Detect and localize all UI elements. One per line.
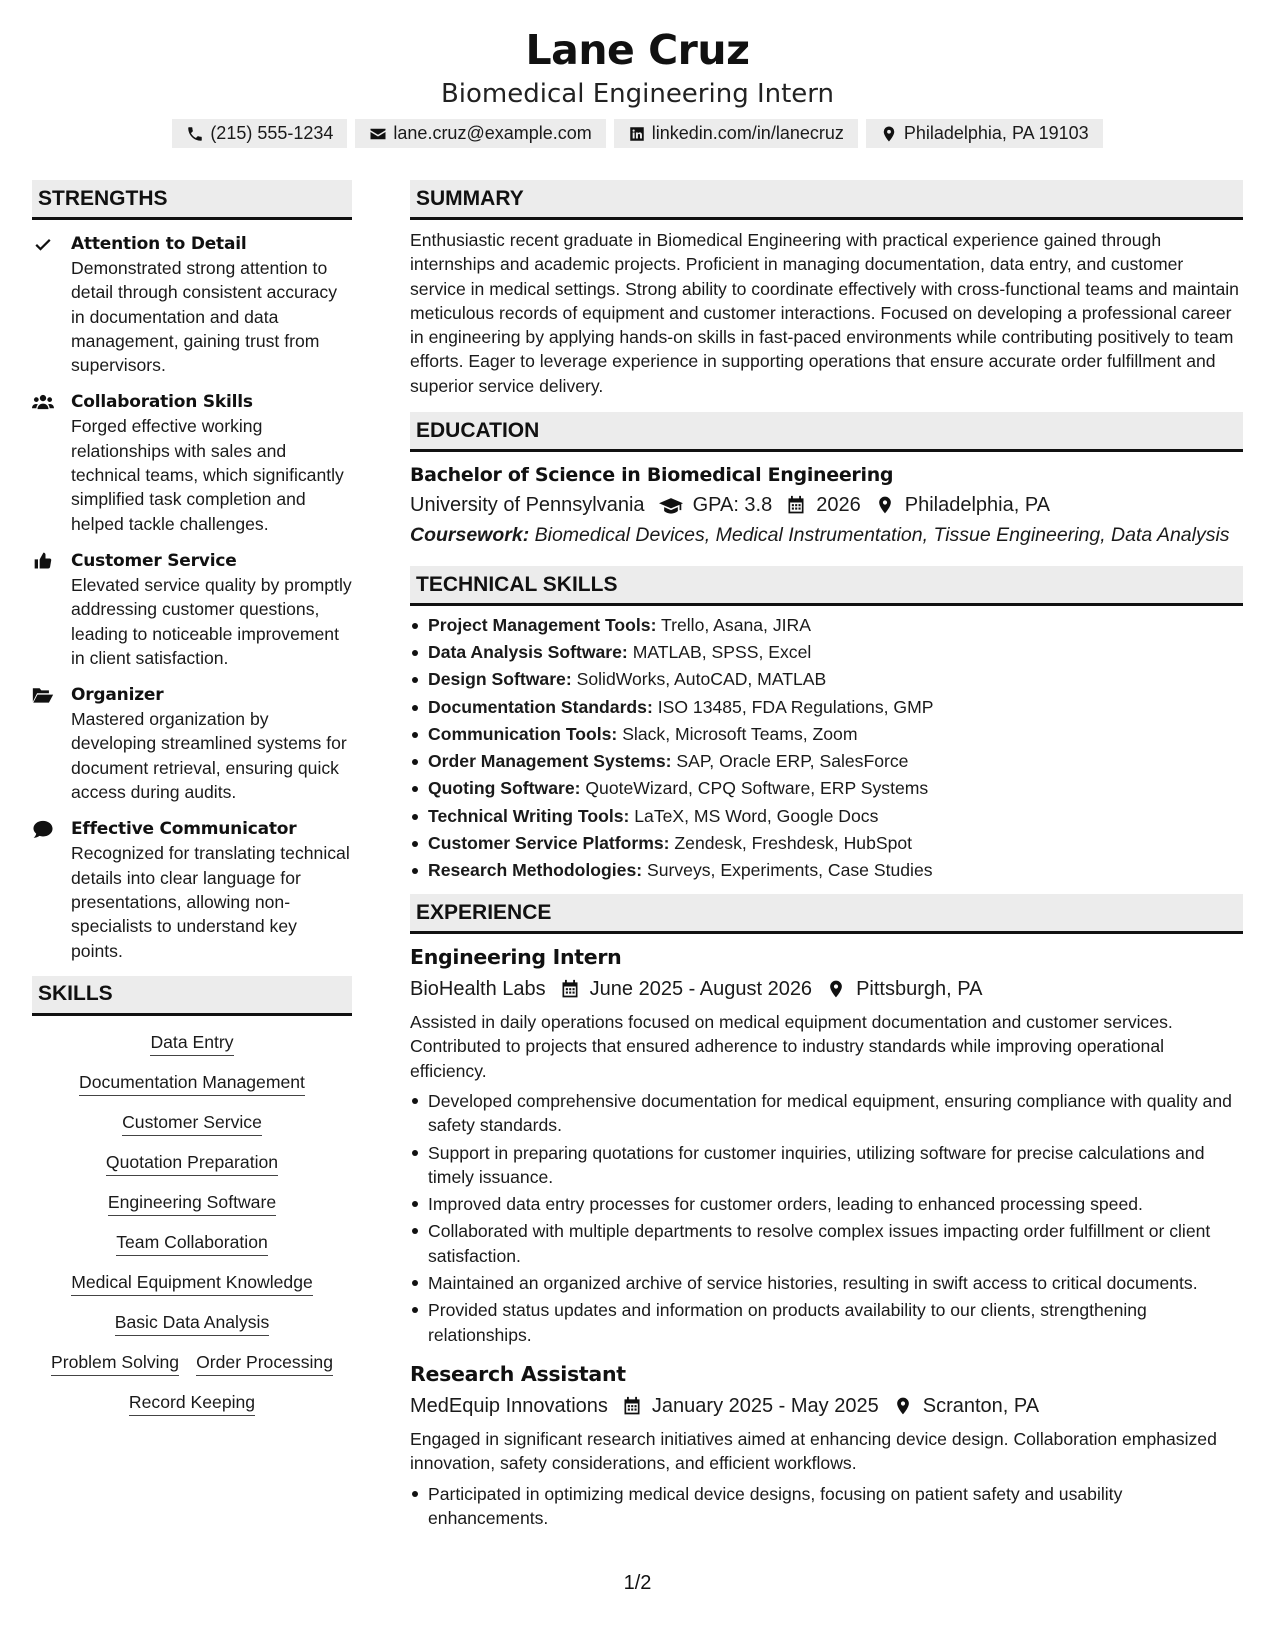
check-icon: [32, 234, 54, 254]
skill-tag: Order Processing: [196, 1352, 333, 1376]
skill-row: [32, 1270, 352, 1294]
graduation-year: 2026: [816, 494, 861, 517]
comment-icon: [32, 819, 54, 839]
strength-title: Effective Communicator: [71, 819, 297, 840]
strength-desc: Recognized for translating technical details into clear language for presentations, allowing non-specialists to understand key points.: [71, 843, 350, 961]
tech-skill-label: Customer Service Platforms:: [428, 832, 670, 853]
list-item: Developed comprehensive documentation for medical equipment, ensuring compliance with quality and safety standards.: [410, 1089, 1243, 1138]
resume-header: [0, 22, 1275, 148]
strength-desc: Elevated service quality by promptly addressing customer questions, leading to noticeable improvement in client satisfaction.: [71, 574, 352, 668]
tech-skill-label: Data Analysis Software:: [428, 642, 628, 663]
skills-heading: SKILLS: [32, 976, 352, 1016]
map-pin-icon: [893, 1396, 913, 1416]
list-item: [410, 694, 1243, 721]
list-item: Collaborated with multiple departments to resolve complex issues impacting order fulfillment or client satisfaction.: [410, 1219, 1243, 1268]
list-item: [410, 857, 1243, 884]
job-meta: [410, 974, 1243, 1004]
strength-item: [32, 683, 352, 804]
skill-row: [32, 1110, 352, 1134]
folder-open-icon: [32, 685, 54, 705]
skill-row: [32, 1190, 352, 1214]
email-text[interactable]: lane.cruz@example.com: [393, 123, 592, 143]
job-dates: June 2025 - August 2026: [589, 978, 813, 1001]
list-item: [410, 666, 1243, 693]
tech-skill-value: Trello, Asana, JIRA: [661, 615, 811, 636]
tech-skill-label: Research Methodologies:: [428, 859, 643, 880]
strength-item: [32, 549, 352, 670]
strength-item: [32, 232, 352, 377]
calendar-icon: [786, 495, 806, 515]
list-item: Provided status updates and information on products availability to our clients, strengthening relationships.: [410, 1298, 1243, 1347]
tech-skill-label: Technical Writing Tools:: [428, 805, 630, 826]
envelope-icon: [369, 125, 387, 143]
users-icon: [32, 392, 54, 412]
coursework: [410, 523, 1243, 548]
job-dates: January 2025 - May 2025: [651, 1394, 879, 1417]
skill-tag: Quotation Preparation: [106, 1152, 278, 1176]
map-pin-icon: [875, 495, 895, 515]
list-item: Participated in optimizing medical device designs, focusing on patient safety and usability enhancements.: [410, 1482, 1243, 1531]
tech-skill-value: LaTeX, MS Word, Google Docs: [634, 805, 879, 826]
technical-skills-list: [410, 612, 1243, 884]
strength-desc: Mastered organization by developing streamlined systems for document retrieval, ensuring quick access during audits.: [71, 709, 347, 803]
skill-row: [32, 1150, 352, 1174]
school-name: University of Pennsylvania: [410, 494, 645, 517]
list-item: [410, 612, 1243, 639]
list-item: [410, 830, 1243, 857]
job-entry: [410, 1359, 1243, 1530]
experience-section: [410, 894, 1243, 1530]
skill-tag: Team Collaboration: [116, 1232, 268, 1256]
tech-skill-value: QuoteWizard, CPQ Software, ERP Systems: [585, 778, 929, 799]
calendar-icon: [622, 1396, 642, 1416]
skill-row: [32, 1390, 352, 1414]
job-bullets: [410, 1089, 1243, 1347]
skill-row: [32, 1310, 352, 1334]
tech-skill-value: SAP, Oracle ERP, SalesForce: [676, 751, 909, 772]
education-section: [410, 412, 1243, 548]
list-item: Maintained an organized archive of service histories, resulting in swift access to critical documents.: [410, 1271, 1243, 1295]
tech-skill-value: ISO 13485, FDA Regulations, GMP: [657, 696, 934, 717]
job-description: Engaged in significant research initiatives aimed at enhancing device design. Collaboration emphasized innovation, safety considerations, and efficient workflows.: [410, 1428, 1217, 1474]
strength-desc: Demonstrated strong attention to detail through consistent accuracy in documentation and data management, gaining trust from supervisors.: [71, 258, 338, 376]
skill-tag: Medical Equipment Knowledge: [71, 1272, 313, 1296]
tech-skill-value: SolidWorks, AutoCAD, MATLAB: [576, 669, 827, 690]
gpa-value: GPA: 3.8: [692, 494, 773, 517]
linkedin-icon: [628, 125, 646, 143]
skill-tag: Record Keeping: [129, 1392, 255, 1416]
list-item: [410, 721, 1243, 748]
job-bullets: [410, 1482, 1243, 1531]
job-description: Assisted in daily operations focused on medical equipment documentation and customer services. Contributed to projects that ensured adherence to industry standards while improving operational efficiency.: [410, 1012, 1173, 1081]
education-meta: [410, 490, 1243, 520]
skill-tag: Data Entry: [150, 1032, 233, 1056]
candidate-name: Lane Cruz: [525, 26, 750, 74]
skill-tag: Documentation Management: [79, 1072, 305, 1096]
strength-title: Organizer: [71, 685, 164, 706]
tech-skill-label: Order Management Systems:: [428, 751, 672, 772]
skill-tag: Customer Service: [122, 1112, 262, 1136]
technical-skills-section: [410, 566, 1243, 884]
tech-skill-value: Surveys, Experiments, Case Studies: [647, 859, 933, 880]
tech-skill-label: Project Management Tools:: [428, 615, 657, 636]
strength-item: [32, 817, 352, 962]
strength-desc: Forged effective working relationships with sales and technical teams, which significantly simplified task completion and helped tackle challenges.: [71, 416, 344, 534]
thumbs-up-icon: [32, 551, 54, 571]
phone-icon: [186, 125, 204, 143]
coursework-list: Biomedical Devices, Medical Instrumentation, Tissue Engineering, Data Analysis: [534, 524, 1230, 547]
tech-skill-value: MATLAB, SPSS, Excel: [632, 642, 812, 663]
strength-title: Customer Service: [71, 550, 237, 571]
list-item: [410, 803, 1243, 830]
list-item: [410, 748, 1243, 775]
skill-tag: Engineering Software: [108, 1192, 276, 1216]
contact-linkedin[interactable]: [614, 119, 858, 148]
education-location: Philadelphia, PA: [904, 494, 1051, 517]
location-text: Philadelphia, PA 19103: [903, 123, 1089, 143]
tech-skill-value: Slack, Microsoft Teams, Zoom: [622, 723, 858, 744]
job-location: Scranton, PA: [922, 1394, 1040, 1417]
tech-skill-label: Communication Tools:: [428, 723, 618, 744]
strengths-list: [32, 232, 352, 963]
summary-text: Enthusiastic recent graduate in Biomedical Engineering with practical experience gained through internships and academic projects. Proficient in managing documentation, data entry, and customer service in medical settings. Strong ability to coordinate effectively with cross-functional teams and maintain meticulous records of equipment and customer interactions. Focused on developing a professional career in engineering by applying hands-on skills in fast-paced environments while contributing positively to team efforts. Eager to leverage experience in supporting operations that ensure accurate order fulfillment and superior service delivery.: [410, 230, 1239, 396]
strength-title: Attention to Detail: [71, 234, 247, 254]
graduation-cap-icon: [659, 495, 683, 515]
experience-heading: EXPERIENCE: [410, 894, 1243, 934]
tech-skill-value: Zendesk, Freshdesk, HubSpot: [674, 832, 913, 853]
tech-skill-label: Quoting Software:: [428, 778, 581, 799]
skill-row: [32, 1030, 352, 1054]
strength-title: Collaboration Skills: [71, 392, 253, 413]
contact-email[interactable]: [355, 119, 605, 148]
coursework-label: Coursework:: [410, 524, 530, 547]
list-item: [410, 775, 1243, 802]
company-name: BioHealth Labs: [410, 978, 546, 1001]
phone-text: (215) 555-1234: [210, 123, 334, 143]
strength-item: [32, 390, 352, 535]
list-item: [410, 639, 1243, 666]
technical-skills-heading: TECHNICAL SKILLS: [410, 566, 1243, 606]
job-title: Research Assistant: [410, 1361, 626, 1386]
skill-row: [32, 1230, 352, 1254]
skill-row: [32, 1350, 352, 1374]
list-item: Support in preparing quotations for customer inquiries, utilizing software for precise calculations and timely issuance.: [410, 1141, 1243, 1190]
job-location: Pittsburgh, PA: [856, 978, 983, 1001]
contact-bar: [0, 119, 1275, 148]
list-item: Improved data entry processes for customer orders, leading to enhanced processing speed.: [410, 1192, 1243, 1216]
tech-skill-label: Design Software:: [428, 669, 572, 690]
skill-tag: Basic Data Analysis: [115, 1312, 270, 1336]
skill-tag: Problem Solving: [51, 1352, 179, 1376]
candidate-title: Biomedical Engineering Intern: [440, 79, 835, 109]
strengths-heading: STRENGTHS: [32, 180, 352, 220]
skills-list: [32, 1024, 352, 1414]
linkedin-text[interactable]: linkedin.com/in/lanecruz: [651, 123, 844, 143]
skill-row: [32, 1070, 352, 1094]
contact-phone: [172, 119, 347, 148]
contact-location: [866, 119, 1103, 148]
right-column: [410, 180, 1243, 1533]
map-pin-icon: [880, 125, 898, 143]
education-heading: EDUCATION: [410, 412, 1243, 452]
map-pin-icon: [826, 979, 846, 999]
left-column: [32, 180, 352, 1414]
summary-heading: SUMMARY: [410, 180, 1243, 220]
tech-skill-label: Documentation Standards:: [428, 696, 653, 717]
job-entry: [410, 942, 1243, 1347]
company-name: MedEquip Innovations: [410, 1394, 608, 1417]
job-meta: [410, 1391, 1243, 1421]
page-number: 1/2: [623, 1572, 652, 1594]
job-title: Engineering Intern: [410, 945, 622, 970]
calendar-icon: [560, 979, 580, 999]
degree-title: Bachelor of Science in Biomedical Engineering: [410, 464, 894, 487]
